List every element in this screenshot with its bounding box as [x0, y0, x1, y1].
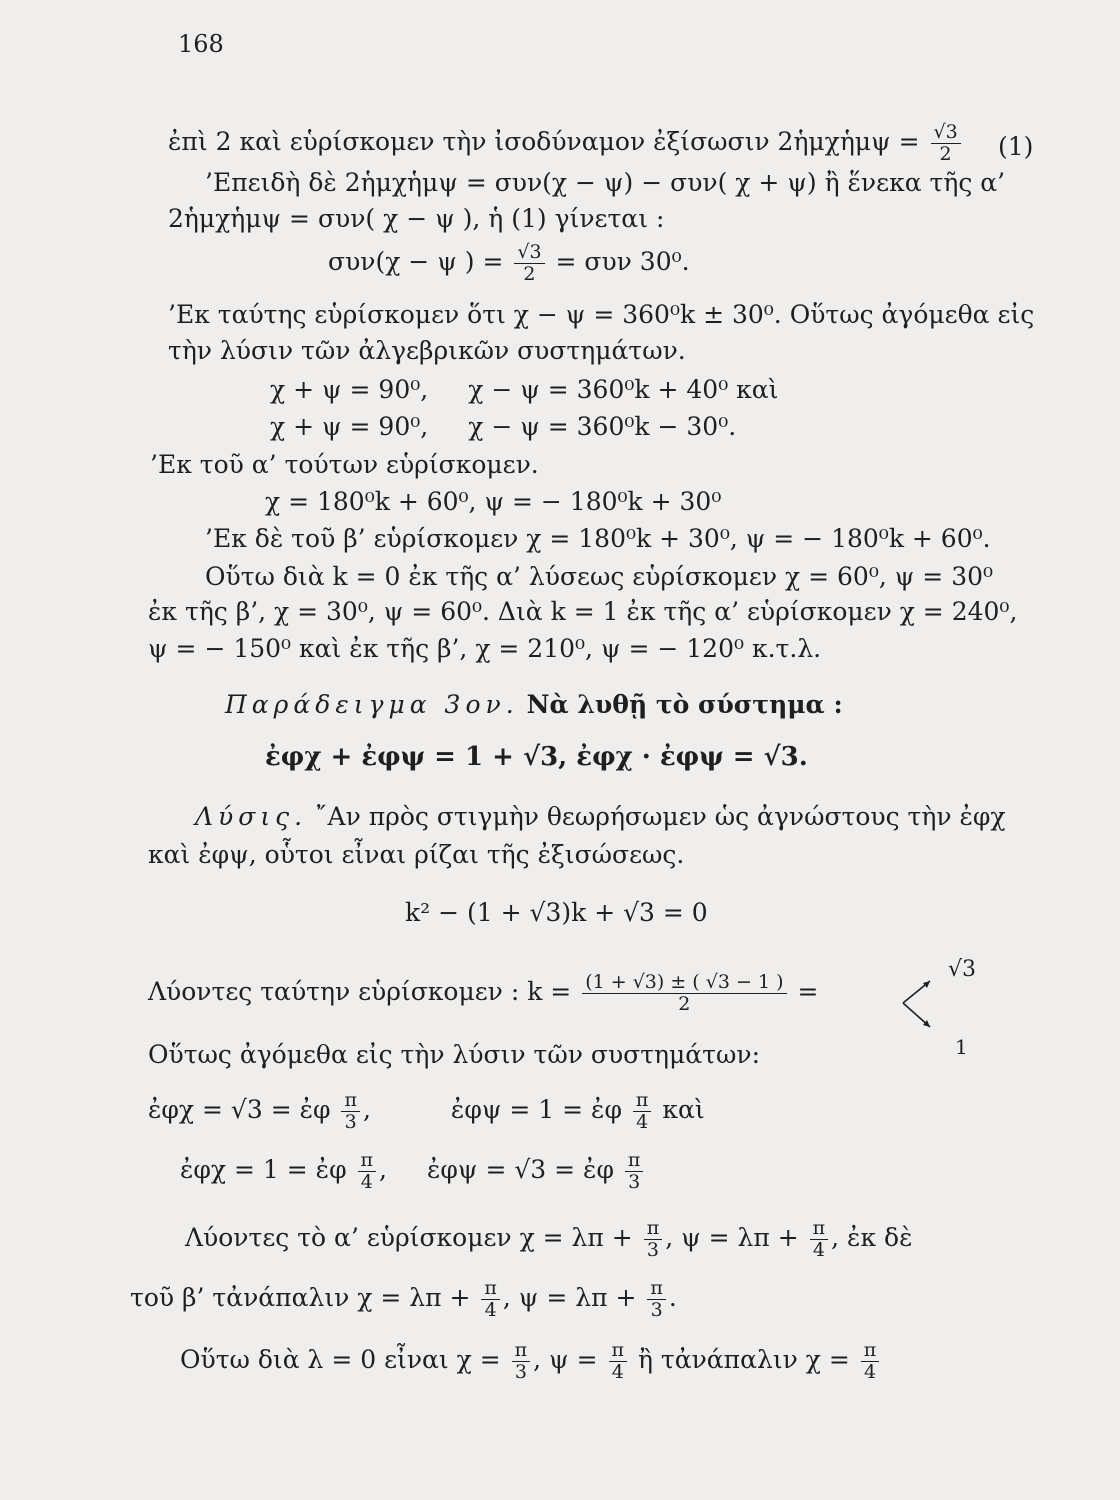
numerator: π [633, 1090, 652, 1112]
text-line-21: Οὕτως ἀγόμεθα εἰς τὴν λύσιν τῶν συστημάτων: [148, 1040, 760, 1069]
text-line-14: ψ = − 150⁰ καὶ ἐκ τῆς β’, χ = 210⁰, ψ = − 120⁰ κ.τ.λ. [148, 634, 822, 663]
fraction [931, 122, 961, 165]
numerator: (1 + √3) ± ( √3 − 1 ) [582, 972, 786, 994]
line-text: χ + ψ = 90⁰, [270, 375, 429, 404]
example-heading [225, 690, 843, 720]
denominator: 2 [523, 263, 536, 285]
fraction [512, 1340, 531, 1383]
root-value-lower: 1 [955, 1035, 968, 1059]
denominator: 4 [484, 1299, 497, 1321]
text-line-7 [270, 375, 778, 405]
text-line-11: ’Εκ δὲ τοῦ β’ εὑρίσκομεν χ = 180⁰k + 30⁰, ψ = − 180⁰k + 60⁰. [205, 524, 991, 553]
text-line-9: ’Εκ τοῦ α’ τούτων εὑρίσκομεν. [150, 450, 539, 479]
line-text: καὶ [654, 1095, 705, 1124]
line-text: = συν 30⁰. [547, 247, 690, 276]
numerator: π [861, 1340, 880, 1362]
text-line-12: Οὕτω διὰ k = 0 ἐκ τῆς α’ λύσεως εὑρίσκομεν χ = 60⁰, ψ = 30⁰ [205, 562, 994, 591]
example-label: Παράδειγμα 3ον. [225, 690, 519, 719]
line-text: ἐφψ = 1 = ἐφ [450, 1095, 630, 1124]
denominator: 3 [344, 1111, 357, 1133]
line-text: , [379, 1155, 387, 1184]
denominator: 3 [650, 1299, 663, 1321]
line-text: ῎Αν πρὸς στιγμὴν θεωρήσωμεν ὡς ἀγνώστους τὴν ἐφχ [315, 802, 1006, 831]
arrows-icon [895, 975, 955, 1035]
numerator: π [647, 1278, 666, 1300]
line-text: ἢ τἀνάπαλιν χ = [630, 1345, 858, 1374]
numerator: π [810, 1218, 829, 1240]
fraction [582, 972, 786, 1015]
fraction [341, 1090, 360, 1133]
line-text: . [668, 1283, 677, 1312]
text-line-25 [130, 1278, 677, 1321]
line-text: ἐπὶ 2 καὶ εὑρίσκομεν τὴν ἰσοδύναμον ἐξίσωσιν 2ἡμχἡμψ = [168, 127, 928, 156]
line-text: = [789, 977, 819, 1006]
line-text: ἐφχ = √3 = ἐφ [148, 1095, 339, 1124]
fraction [861, 1340, 880, 1383]
fraction [810, 1218, 829, 1261]
text-line-8 [270, 412, 736, 442]
line-text: συν(χ − ψ ) = [328, 247, 512, 276]
text-line-17 [195, 802, 1006, 832]
line-text: ἐφψ = √3 = ἐφ [426, 1155, 622, 1184]
denominator: 3 [646, 1239, 659, 1261]
denominator: 2 [678, 993, 691, 1015]
denominator: 4 [611, 1361, 624, 1383]
text-line-13: ἐκ τῆς β’, χ = 30⁰, ψ = 60⁰. Διὰ k = 1 ἐκ τῆς α’ εὑρίσκομεν χ = 240⁰, [148, 597, 1018, 626]
text-line-6: τὴν λύσιν τῶν ἀλγεβρικῶν συστημάτων. [168, 336, 686, 365]
text-line-24 [185, 1218, 913, 1261]
line-text: χ − ψ = 360⁰k − 30⁰. [468, 412, 737, 441]
fraction [481, 1278, 500, 1321]
fraction [358, 1150, 377, 1193]
line-text: Οὕτω διὰ λ = 0 εἶναι χ = [180, 1345, 509, 1374]
denominator: 3 [514, 1361, 527, 1383]
line-text: , ψ = λπ + [665, 1223, 807, 1252]
numerator: π [625, 1150, 644, 1172]
page-number: 168 [178, 30, 224, 58]
text-line-20 [148, 972, 818, 1015]
quadratic-equation: k² − (1 + √3)k + √3 = 0 [405, 898, 708, 927]
root-value-upper: √3 [948, 957, 977, 982]
line-text: , ψ = λπ + [502, 1283, 645, 1312]
line-text: Λύοντες τὸ α’ εὑρίσκομεν χ = λπ + [185, 1223, 641, 1252]
line-text: , ἐκ δὲ [831, 1223, 913, 1252]
text-line-22 [148, 1090, 705, 1133]
denominator: 2 [939, 143, 952, 165]
denominator: 4 [636, 1111, 649, 1133]
numerator: π [481, 1278, 500, 1300]
text-line-18: καὶ ἐφψ, οὗτοι εἶναι ρίζαι τῆς ἐξισώσεως. [148, 840, 685, 869]
text-line-10: χ = 180⁰k + 60⁰, ψ = − 180⁰k + 30⁰ [265, 487, 722, 516]
text-line-1 [168, 121, 1034, 165]
line-text: χ − ψ = 360⁰k + 40⁰ καὶ [468, 375, 779, 404]
solution-label: Λύσις. [195, 802, 308, 831]
line-text: τοῦ β’ τἀνάπαλιν χ = λπ + [130, 1283, 479, 1312]
line-text: ἐφχ = 1 = ἐφ [180, 1155, 355, 1184]
fraction [647, 1278, 666, 1321]
numerator: π [512, 1340, 531, 1362]
text-line-3: 2ἡμχἡμψ = συν( χ − ψ ), ἡ (1) γίνεται : [168, 204, 665, 233]
fraction [609, 1340, 628, 1383]
text-line-2: ’Επειδὴ δὲ 2ἡμχἡμψ = συν(χ − ψ) − συν( χ + ψ) ἢ ἕνεκα τῆς α’ [205, 168, 1006, 197]
denominator: 3 [628, 1171, 641, 1193]
line-text: Λύοντες ταύτην εὑρίσκομεν : k = [148, 977, 580, 1006]
numerator: π [358, 1150, 377, 1172]
line-text: χ + ψ = 90⁰, [270, 412, 429, 441]
example-statement: Νὰ λυθῇ τὸ σύστημα : [526, 690, 843, 719]
denominator: 4 [863, 1361, 877, 1383]
denominator: 4 [360, 1171, 373, 1193]
numerator: √3 [931, 122, 961, 144]
denominator: 4 [812, 1239, 825, 1261]
text-line-26 [180, 1340, 882, 1383]
fraction [633, 1090, 652, 1133]
system-equations: ἐφχ + ἐφψ = 1 + √3, ἐφχ · ἐφψ = √3. [265, 742, 808, 772]
fraction [644, 1218, 663, 1261]
numerator: √3 [514, 242, 544, 264]
numerator: π [341, 1090, 360, 1112]
line-text: , ψ = [533, 1345, 606, 1374]
fraction [625, 1150, 644, 1193]
line-text: , [362, 1095, 371, 1124]
numerator: π [609, 1340, 628, 1362]
fraction [514, 242, 544, 285]
equation-number: (1) [998, 132, 1034, 161]
text-line-23 [180, 1150, 646, 1193]
numerator: π [644, 1218, 663, 1240]
text-line-5: ’Εκ ταύτης εὑρίσκομεν ὅτι χ − ψ = 360⁰k ± 30⁰. Οὕτως ἀγόμεθα εἰς [168, 300, 1035, 329]
text-line-4 [328, 242, 690, 285]
